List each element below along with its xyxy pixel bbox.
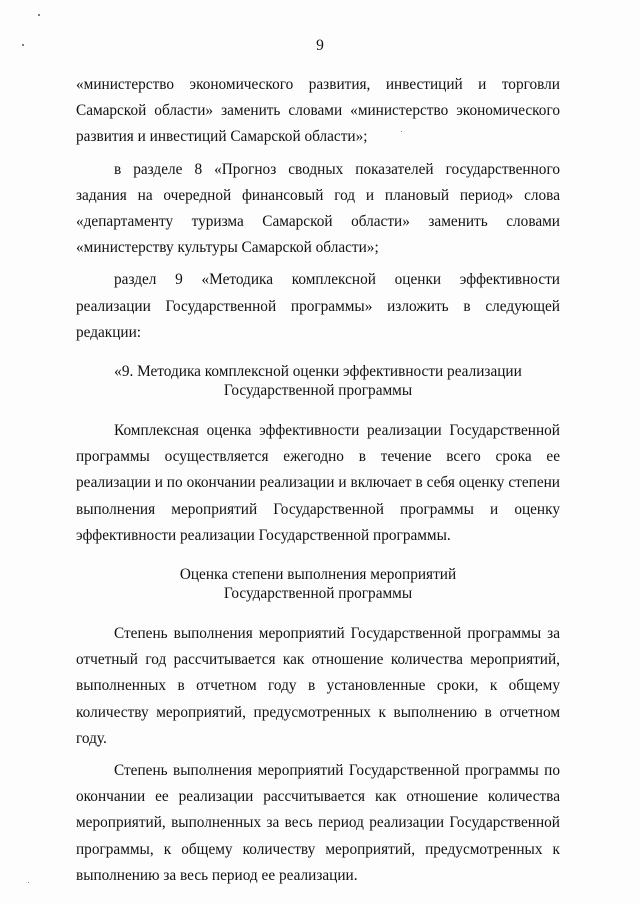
paragraph-intro: Комплексная оценка эффективности реализации Государственной программы осуществляется ежегодно в течение всего срока ее реализации и по окончании реализации и включает в себя оценку степени выполнения мероприятий Государственной программы и оценку эффективности реализации Государственной программы. xyxy=(76,422,560,544)
paragraph-section-9: раздел 9 «Методика комплексной оценки эффективности реализации Государственной программы» изложить в следующей редакции: xyxy=(76,271,560,341)
document-body xyxy=(76,72,560,889)
section-heading-line-1: «9. Методика комплексной оценки эффективности реализации xyxy=(114,363,522,381)
section-heading-line-2: Государственной программы xyxy=(223,382,413,400)
section-heading xyxy=(76,362,560,400)
subheading xyxy=(76,565,560,603)
subheading-line-2: Государственной программы xyxy=(223,585,413,603)
paragraph-replacement-ministry: «министерство экономического развития, инвестиций и торговли Самарской области» заменить словами «министерство экономического развития и инвестиций Самарской области»; xyxy=(76,76,560,146)
paragraph-section-8: в разделе 8 «Прогноз сводных показателей государственного задания на очередной финансовый год и плановый период» слова «департаменту туризма Самарской области» заменить словами «министерству культуры Самарской области»; xyxy=(76,160,560,257)
subheading-line-1: Оценка степени выполнения мероприятий xyxy=(179,566,457,584)
scan-speck xyxy=(38,14,40,16)
paragraph-final-degree: Степень выполнения мероприятий Государственной программы по окончании ее реализации рассчитывается как отношение количества мероприятий, выполненных за весь период реализации Государственной программы, к общему количеству мероприятий, предусмотренных к выполнению за весь период ее реализации. xyxy=(76,762,560,884)
page-number: 9 xyxy=(316,37,324,54)
scan-speck xyxy=(28,882,29,883)
paragraph-annual-degree: Степень выполнения мероприятий Государственной программы за отчетный год рассчитывается как отношение количества мероприятий, выполненных в отчетном году в установленные сроки, к общему количеству мероприятий, предусмотренных к выполнению в отчетном году. xyxy=(76,625,560,747)
